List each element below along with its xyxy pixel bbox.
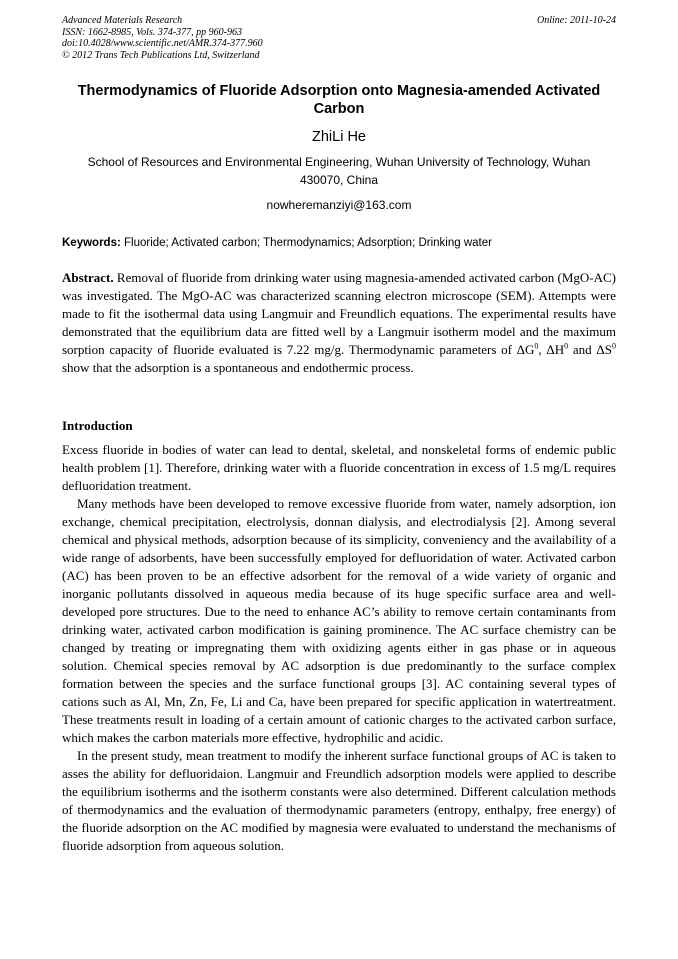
introduction-body	[62, 441, 616, 855]
keywords-text: Fluoride; Activated carbon; Thermodynamics; Adsorption; Drinking water	[124, 237, 492, 249]
journal-header	[62, 15, 616, 61]
abstract-sep-2: and	[568, 342, 597, 357]
abstract-text: Removal of fluoride from drinking water using magnesia-amended activated carbon (MgO-AC) was investigated. The MgO-AC was characterized scanning electron microscope (SEM). Attempts were made to fit the isothermal data using Langmuir and Freundlich equations. The experimental results have demonstrated that the equilibrium data are fitted well by a Langmuir isotherm model and the maximum sorption capacity of fluoride evaluated is 7.22 mg/g. Thermodynamic parameters of	[62, 270, 617, 357]
intro-paragraph-2: Many methods have been developed to remove excessive fluoride from water, namely adsorption, ion exchange, chemical precipitation, electrolysis, donnan dialysis, and electrodialysis [2]. Among several chemical and physical methods, adsorption because of its simplicity, conveniency and the availability of a wide range of adsorbents, have been successfully employed for defluoridation of water. Activated carbon (AC) has been proven to be an effective adsorbent for the removal of a wide variety of organic and inorganic pollutants dissolved in aqueous media because of its huge specific surface area and well-developed pore structures. Due to the need to enhance AC’s ability to remove certain contaminants from drinking water, activated carbon modification is gaining prominence. The AC surface chemistry can be changed by treating or impregnating them with oxidizing agents either in gas phase or in aqueous solution. Chemical species removal by AC adsorption is due predominantly to the surface complex formation between the species and the surface functional groups [3]. AC containing several types of cations such as Al, Mn, Zn, Fe, Li and Ca, have been prepared for specific application in watertreatment. These treatments result in loading of a certain amount of cationic charges to the activated carbon surface, which makes the carbon materials more effective, hydrophilic and acidic.	[62, 496, 616, 745]
abstract-symbol-dg: ΔG	[516, 342, 535, 357]
abstract	[62, 269, 616, 377]
keywords-label: Keywords:	[62, 237, 121, 249]
author-affiliation: School of Resources and Environmental Engineering, Wuhan University of Technology, Wuhan 430070, China	[87, 155, 591, 187]
abstract-text-end: show that the adsorption is a spontaneous and endothermic process.	[62, 360, 414, 375]
abstract-label: Abstract.	[62, 270, 114, 285]
keywords	[62, 235, 616, 251]
abstract-symbol-ds: ΔS	[596, 342, 612, 357]
paper-author: ZhiLi He	[312, 129, 366, 145]
journal-name: Advanced Materials Research	[62, 15, 183, 26]
journal-copyright: © 2012 Trans Tech Publications Ltd, Switzerland	[62, 49, 260, 61]
intro-paragraph-3: In the present study, mean treatment to modify the inherent surface functional groups of AC is taken to asses the ability for defluoridaion. Langmuir and Freundlich adsorption models were applied to describe the equilibrium isotherms and the isotherm constants were also determined. Different calculation methods of thermodynamics and the evaluation of thermodynamic parameters (entropy, enthalpy, free energy) of the fluoride adsorption on the AC modified by magnesia were evaluated to understand the mechanisms of fluoride adsorption from aqueous solution.	[62, 748, 616, 853]
intro-paragraph-1: Excess fluoride in bodies of water can lead to dental, skeletal, and nonskeletal forms of endemic public health problem [1]. Therefore, drinking water with a fluoride concentration in excess of 1.5 mg/L requires defluoridation treatment.	[62, 442, 616, 493]
online-date: Online: 2011-10-24	[537, 15, 616, 26]
journal-issn: ISSN: 1662-8985, Vols. 374-377, pp 960-963	[62, 26, 242, 38]
journal-doi: doi:10.4028/www.scientific.net/AMR.374-377.960	[62, 38, 263, 49]
introduction-heading: Introduction	[62, 418, 133, 433]
paper-title: Thermodynamics of Fluoride Adsorption onto Magnesia-amended Activated Carbon	[77, 83, 601, 117]
abstract-sup-dg: 0	[534, 341, 539, 351]
author-email: nowheremanziyi@163.com	[266, 198, 412, 212]
abstract-sup-dh: 0	[564, 341, 569, 351]
abstract-sup-ds: 0	[611, 341, 616, 351]
abstract-sep-1: ,	[538, 342, 547, 357]
abstract-symbol-dh: ΔH	[546, 342, 565, 357]
